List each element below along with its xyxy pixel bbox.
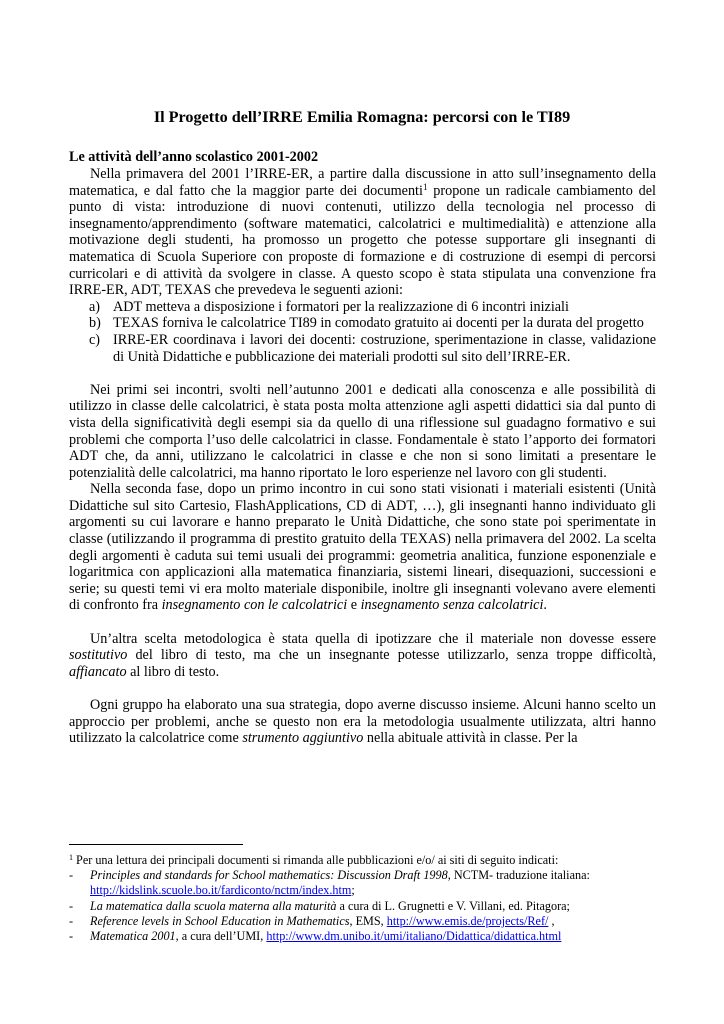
paragraph-text: propone un radicale cambiamento del punto di vista: introduzione di nuovi contenuti, utilizzo della tecnologia nel processo di insegnamento/apprendimento (software matematici, calcolatrici e multimedialità) e attenzione alla motivazione degli studenti, ha promosso un progetto che potesse supportare gli insegnanti di matematica di Scuola Superiore con proposte di formazione e di costruzione di esempi di percorsi curricolari e di attività da svolgere in classe. A questo scopo è stata stipulata una convenzione fra IRRE-ER, ADT, TEXAS che prevedeva le seguenti azioni: (69, 182, 657, 299)
actions-list (69, 299, 656, 365)
emphasis-text: sostitutivo (69, 647, 128, 664)
list-item (69, 332, 656, 365)
footnote-item (69, 868, 656, 898)
paragraph-first-meetings: Nei primi sei incontri, svolti nell’autunno 2001 e dedicati alla conoscenza e alle possibilità di utilizzo in classe delle calcolatrici, è stata posta molta attenzione agli aspetti didattici sia dal punto di vista della significatività degli esempi sia da quello di una riflessione sul guadagno formativo e sui problemi che comporta l’uso delle calcolatrici in classe. Fondamentale è stato l’apporto dei formatori ADT che, da anni, utilizzano le calcolatrici in classe e che non si sono limitati a presentare le potenzialità delle calcolatrici, ma hanno riportato le loro esperienze nel lavoro con gli studenti. (69, 381, 656, 481)
emphasis-text: insegnamento senza calcolatrici (360, 597, 544, 614)
document-body (69, 149, 656, 747)
paragraph-second-phase (69, 481, 656, 614)
reference-title: Matematica 2001 (90, 929, 176, 944)
reference-text: a cura di L. Grugnetti e V. Villani, ed. Pitagora; (336, 898, 570, 913)
reference-title: Reference levels in School Education in Mathematics (90, 913, 350, 928)
footnote-number: 1 (69, 853, 73, 862)
section-heading: Le attività dell’anno scolastico 2001-2002 (69, 149, 319, 165)
footnote-text: Per una lettura dei principali documenti si rimanda alle pubblicazioni e/o/ ai siti di seguito indicati: (73, 853, 559, 867)
footnote-item (69, 914, 656, 929)
footnotes (69, 844, 656, 944)
paragraph-text: Nella primavera del 2001 l’IRRE-ER, a partire dalla discussione in atto sull’insegnamento della matematica, e dal fatto che la maggior parte dei documenti (69, 166, 656, 199)
list-item-label: c) (89, 331, 101, 348)
paragraph-intro (69, 166, 656, 299)
list-item-label: a) (89, 298, 101, 315)
emphasis-text: affiancato (69, 663, 127, 680)
reference-link[interactable]: http://kidslink.scuole.bo.it/fardiconto/nctm/index.htm (90, 883, 352, 898)
list-item (69, 299, 656, 316)
footnote-intro (69, 853, 656, 868)
paragraph-strategy (69, 697, 656, 747)
paragraph-text: Ogni gruppo ha elaborato una sua strategia, dopo averne discusso insieme. Alcuni hanno scelto un approccio per problemi, anche se questo non era la metodologia usualmente utilizzata, altri hanno utilizzato la calcolatrice come (69, 697, 656, 747)
paragraph-text: Un’altra scelta metodologica è stata quella di ipotizzare che il materiale non dovesse essere (90, 630, 656, 647)
reference-title: La matematica dalla scuola materna alla maturità (90, 898, 337, 913)
footnote-dash: - (69, 913, 74, 928)
reference-text: , a cura dell’UMI, (175, 929, 267, 944)
footnote-item (69, 899, 656, 914)
paragraph-methodology (69, 631, 656, 681)
page-title: Il Progetto dell’IRRE Emilia Romagna: percorsi con le TI89 (153, 108, 571, 126)
paragraph-text: nella abituale attività in classe. Per la (363, 730, 578, 747)
footnote-item (69, 929, 656, 944)
footnote-dash: - (69, 868, 74, 883)
reference-link[interactable]: http://www.dm.unibo.it/umi/italiano/Didattica/didattica.html (266, 929, 562, 944)
footnote-dash: - (69, 929, 74, 944)
reference-text: , (548, 913, 555, 928)
reference-text: , EMS, (349, 913, 387, 928)
footnote-divider (69, 844, 243, 845)
paragraph-text: e (347, 597, 361, 614)
list-item-text: TEXAS forniva le calcolatrice TI89 in comodato gratuito ai docenti per la durata del progetto (113, 315, 644, 332)
paragraph-text: . (543, 597, 547, 614)
reference-title: Principles and standards for School mathematics: Discussion Draft 1998 (90, 868, 448, 883)
list-item-text: ADT metteva a disposizione i formatori per la realizzazione di 6 incontri iniziali (113, 298, 569, 315)
emphasis-text: insegnamento con le calcolatrici (161, 597, 348, 614)
reference-text: , NCTM- traduzione italiana: (447, 868, 590, 883)
paragraph-text: Nella seconda fase, dopo un primo incontro in cui sono stati visionati i materiali esistenti (Unità Didattiche sul sito Cartesio, FlashApplications, CD di ADT, …), gli insegnanti hanno individuato gli argomenti su cui lavorare e hanno preparato le Unità Didattiche, che sono state poi sperimentate in classe (utilizzando il programma di prestito gratuito della TEXAS) nella primavera del 2002. La scelta degli argomenti è caduta sui temi usuali dei programmi: geometria analitica, funzione esponenziale e logaritmica con applicazioni alla matematica finanziaria, sistemi lineari, disequazioni, successioni e serie; su questi temi vi era molto materiale disponibile, inoltre gli insegnanti volevano avere elementi di confronto fra (69, 481, 656, 614)
emphasis-text: strumento aggiuntivo (242, 730, 364, 747)
reference-text: ; (351, 883, 355, 898)
paragraph-text: al libro di testo. (126, 663, 220, 680)
list-item-text: IRRE-ER coordinava i lavori dei docenti: costruzione, sperimentazione in classe, validazione di Unità Didattiche e pubblicazione dei materiali prodotti sul sito dell’IRRE-ER. (113, 331, 656, 365)
paragraph-text: del libro di testo, ma che un insegnante potesse utilizzarlo, senza troppe difficoltà, (127, 647, 656, 664)
list-item (69, 315, 656, 332)
reference-link[interactable]: http://www.emis.de/projects/Ref/ (386, 913, 549, 928)
footnote-reference[interactable]: 1 (422, 181, 428, 192)
footnote-dash: - (69, 898, 74, 913)
list-item-label: b) (89, 315, 101, 332)
